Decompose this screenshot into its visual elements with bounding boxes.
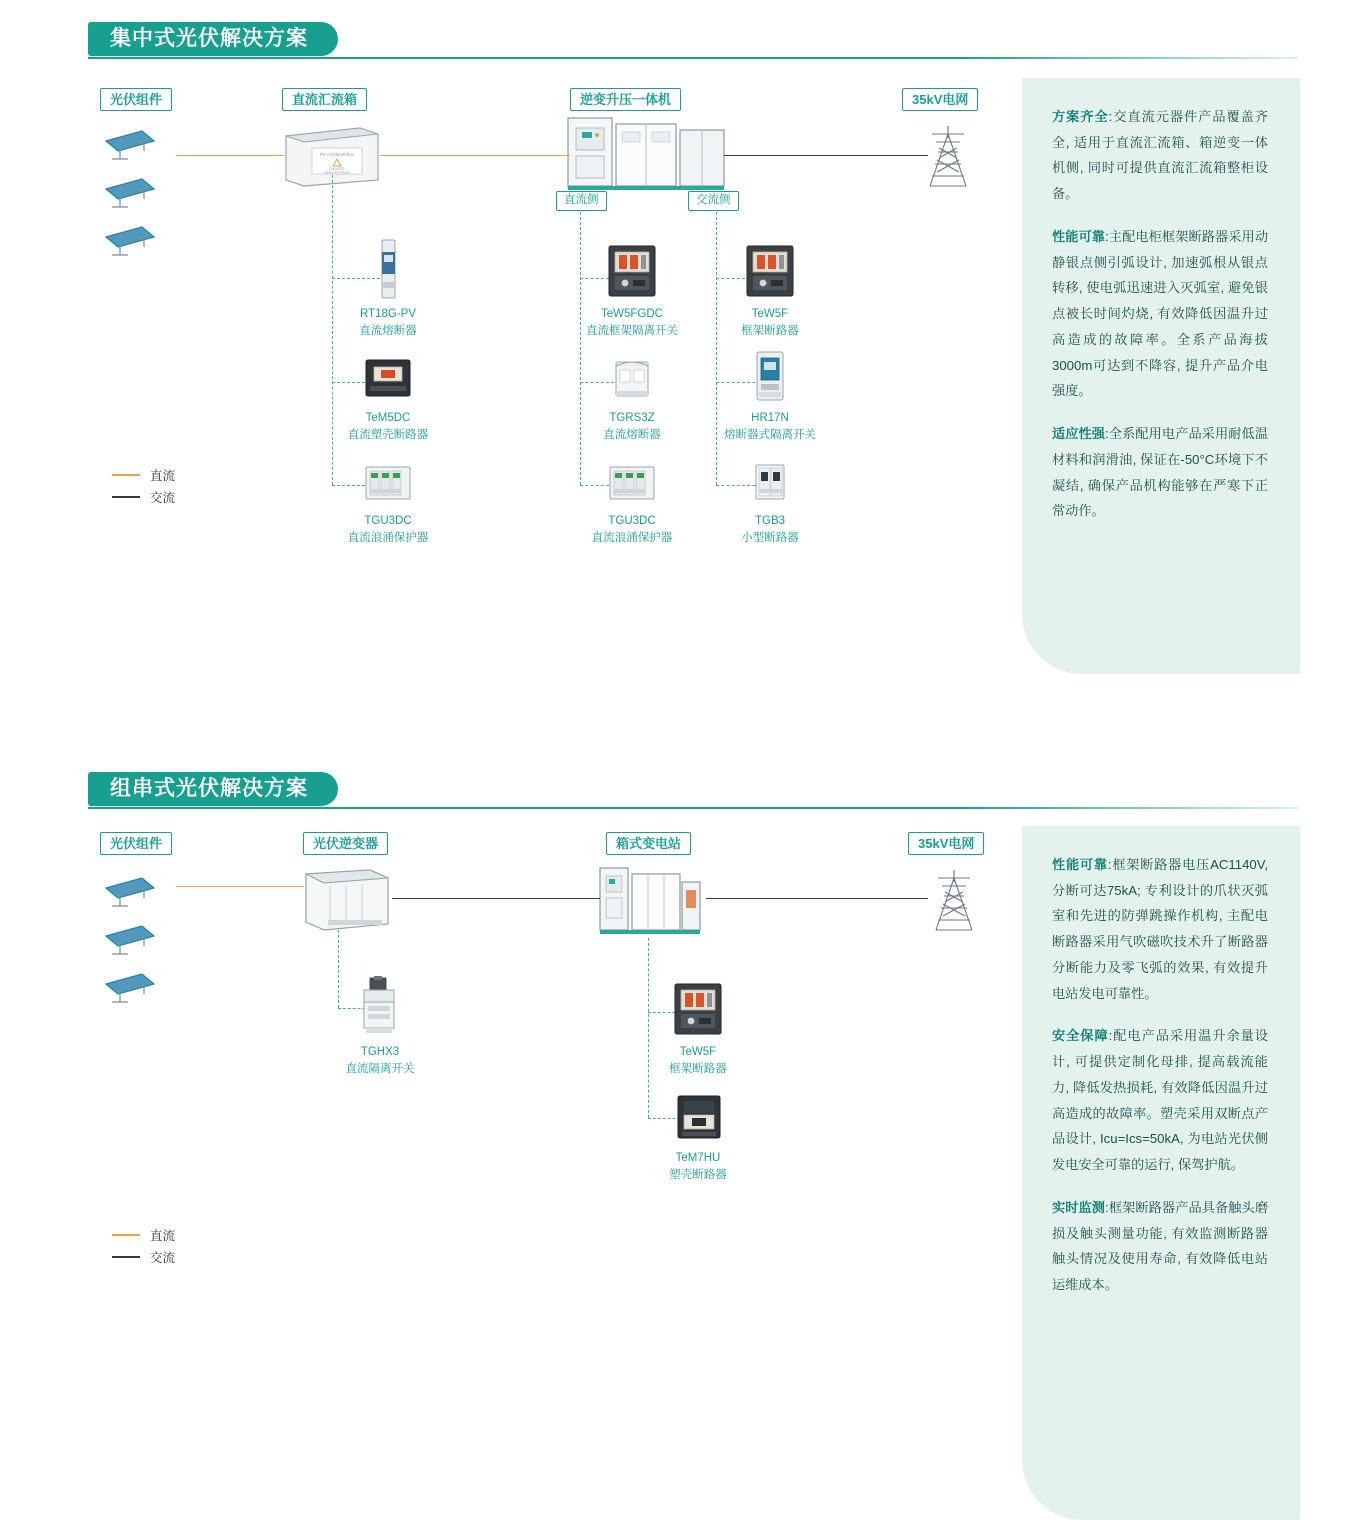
air-circuit-breaker-icon bbox=[628, 976, 768, 1038]
stage-label-combiner-box: 直流汇流箱 bbox=[282, 88, 367, 111]
section-2-banner bbox=[88, 770, 1298, 808]
component-tew5fgdc bbox=[562, 238, 702, 339]
component-model: TGHX3 bbox=[360, 1046, 400, 1058]
panel-2-para-1 bbox=[1052, 852, 1268, 1006]
transmission-tower-icon-2 bbox=[926, 868, 982, 932]
legend-label-dc-2: 直流 bbox=[150, 1229, 176, 1243]
component-model: TGU3DC bbox=[364, 515, 412, 527]
panel-2-head-2: 安全保障 bbox=[1052, 1028, 1109, 1044]
component-tgb3 bbox=[700, 445, 840, 546]
component-tgu3dc-2 bbox=[562, 445, 702, 546]
section-2-rule bbox=[88, 807, 1298, 809]
stage-label-pv-inverter: 光伏逆变器 bbox=[303, 832, 388, 855]
stage-label-pv-module-1: 光伏组件 bbox=[100, 88, 172, 111]
component-desc: 直流熔断器 bbox=[603, 428, 661, 441]
panel-2-body-2: :配电产品采用温升余量设计, 可提供定制化母排, 提高载流能力, 降低发热损耗, 有效降低因温升过高造成的故障率。塑壳采用双断点产品设计, Icu=Ics=50kA, 为电站光伏侧发电安全可靠的运行, 保驾护航。 bbox=[1052, 1028, 1268, 1173]
legend-swatch-dc bbox=[112, 474, 140, 476]
component-model: TGRS3Z bbox=[609, 412, 655, 424]
ac-line-segment-2 bbox=[392, 898, 600, 899]
component-tghx3 bbox=[310, 976, 450, 1077]
stage-label-grid-2: 35kV电网 bbox=[908, 832, 984, 855]
box-substation-icon bbox=[596, 858, 706, 938]
pv-array-icon-1 bbox=[100, 125, 190, 275]
info-panel-2 bbox=[1022, 826, 1300, 1520]
panel-2-para-3 bbox=[1052, 1195, 1268, 1298]
component-model: HR17N bbox=[751, 412, 789, 424]
panel-2-para-2 bbox=[1052, 1023, 1268, 1177]
component-desc: 小型断路器 bbox=[741, 531, 799, 544]
pv-array-icon-2 bbox=[100, 872, 190, 1022]
section-1-rule bbox=[88, 57, 1298, 59]
ac-line-segment-3 bbox=[706, 898, 928, 899]
component-rt18g-pv bbox=[318, 238, 458, 339]
svg-text:PV combiner box: PV combiner box bbox=[319, 152, 355, 157]
legend-row-dc bbox=[112, 464, 175, 486]
panel-2-head-3: 实时监测 bbox=[1052, 1199, 1106, 1215]
side-label-ac: 交流侧 bbox=[688, 191, 739, 211]
svg-text:HIGH VOLTAGE: HIGH VOLTAGE bbox=[324, 170, 350, 175]
section-1-banner bbox=[88, 20, 1298, 58]
dc-line-segment-1 bbox=[176, 155, 284, 156]
panel-2-head-1: 性能可靠 bbox=[1052, 857, 1108, 872]
rotary-isolator-icon bbox=[310, 976, 450, 1038]
surge-protector-icon bbox=[318, 445, 458, 507]
stage-label-pv-module-2: 光伏组件 bbox=[100, 832, 172, 855]
component-desc: 直流浪涌保护器 bbox=[347, 531, 429, 544]
string-inverter-icon bbox=[300, 866, 394, 938]
component-model: RT18G-PV bbox=[359, 308, 417, 320]
inverter-booster-station-icon bbox=[566, 112, 756, 190]
component-tew5f-2 bbox=[628, 976, 768, 1077]
panel-1-body-2: :主配电柜框架断路器采用动静银点侧引弧设计, 加速弧根从银点转移, 使电弧迅速进入灭弧室, 避免银点被长时间灼烧, 有效降低因温升过高造成的故障率。全系产品海拔3000m可达到不降容, 提升产品介电强度。 bbox=[1052, 228, 1269, 399]
legend-row-ac-2 bbox=[112, 1246, 175, 1268]
panel-1-head-3: 适应性强 bbox=[1052, 426, 1106, 442]
fuse-switch-disconnector-icon bbox=[700, 342, 840, 404]
component-tew5f bbox=[700, 238, 840, 339]
panel-1-head-2: 性能可靠 bbox=[1052, 228, 1106, 244]
miniature-breaker-icon bbox=[700, 445, 840, 507]
component-model: TGB3 bbox=[754, 515, 786, 527]
side-label-dc: 直流侧 bbox=[556, 191, 607, 211]
component-model: TeM7HU bbox=[675, 1152, 721, 1164]
panel-2-body-1: :框架断路器电压AC1140V, 分断可达75kA; 专利设计的爪状灭弧室和先进的防弹跳操作机构, 主配电断路器采用气吹磁吹技术升了断路器分断能力及零飞弧的效果, 有效提升电站发电可靠性。 bbox=[1052, 857, 1269, 1001]
panel-1-para-2 bbox=[1052, 224, 1268, 404]
panel-1-para-1 bbox=[1052, 104, 1268, 207]
transmission-tower-icon-1 bbox=[920, 124, 976, 188]
component-model: TGU3DC bbox=[608, 515, 656, 527]
component-desc: 框架断路器 bbox=[741, 324, 799, 337]
component-model: TeM5DC bbox=[365, 412, 411, 424]
molded-case-breaker-icon bbox=[628, 1082, 768, 1144]
fuse-holder-icon bbox=[318, 238, 458, 300]
ac-line-segment-1 bbox=[724, 155, 928, 156]
component-desc: 直流浪涌保护器 bbox=[591, 531, 673, 544]
molded-case-breaker-icon bbox=[318, 342, 458, 404]
component-model: TeW5FGDC bbox=[601, 308, 663, 320]
component-tgu3dc bbox=[318, 445, 458, 546]
stage-label-substation: 箱式变电站 bbox=[606, 832, 691, 855]
legend-swatch-dc bbox=[112, 1234, 140, 1236]
stage-label-grid-1: 35kV电网 bbox=[902, 88, 978, 111]
svg-text:DANGER: DANGER bbox=[329, 167, 345, 171]
legend-label-ac-2: 交流 bbox=[150, 1251, 176, 1265]
panel-1-body-3: :全系配用电产品采用耐低温材料和润滑油, 保证在-50°C环境下不凝结, 确保产品机构能够在严寒下正常动作。 bbox=[1052, 426, 1269, 519]
component-desc: 直流隔离开关 bbox=[345, 1062, 415, 1075]
component-desc: 熔断器式隔离开关 bbox=[724, 428, 816, 441]
air-circuit-breaker-icon bbox=[700, 238, 840, 300]
component-tgrs3z bbox=[562, 342, 702, 443]
component-desc: 直流框架隔离开关 bbox=[586, 324, 678, 337]
component-tem5dc bbox=[318, 342, 458, 443]
component-desc: 框架断路器 bbox=[669, 1062, 727, 1075]
component-model: TeW5F bbox=[751, 308, 789, 320]
section-1-title: 集中式光伏解决方案 bbox=[88, 22, 338, 56]
air-circuit-breaker-icon bbox=[562, 238, 702, 300]
legend-label-ac: 交流 bbox=[150, 491, 176, 505]
dc-line-segment-2 bbox=[380, 155, 570, 156]
surge-protector-icon bbox=[562, 445, 702, 507]
legend-2 bbox=[112, 1224, 175, 1268]
section-2-title: 组串式光伏解决方案 bbox=[88, 772, 338, 806]
component-desc: 直流塑壳断路器 bbox=[347, 428, 429, 441]
component-desc: 直流熔断器 bbox=[359, 324, 417, 337]
legend-1 bbox=[112, 464, 175, 508]
component-desc: 塑壳断路器 bbox=[669, 1168, 727, 1181]
panel-2-body-3: :框架断路器产品具备触头磨损及触头测量功能, 有效监测断路器触头情况及使用寿命, 有效降低电站运维成本。 bbox=[1052, 1199, 1269, 1293]
panel-1-head-1: 方案齐全 bbox=[1052, 109, 1109, 124]
legend-label-dc: 直流 bbox=[150, 469, 176, 483]
panel-1-body-1: :交直流元器件产品覆盖齐全, 适用于直流汇流箱、箱逆变一体机侧, 同时可提供直流汇流箱整柜设备。 bbox=[1052, 109, 1268, 202]
stage-label-inverter-booster: 逆变升压一体机 bbox=[570, 88, 681, 111]
dc-line-segment-3 bbox=[176, 886, 304, 887]
info-panel-1 bbox=[1022, 78, 1300, 674]
component-model: TeW5F bbox=[679, 1046, 717, 1058]
legend-row-dc-2 bbox=[112, 1224, 175, 1246]
legend-swatch-ac bbox=[112, 496, 140, 498]
legend-row-ac bbox=[112, 486, 175, 508]
panel-1-para-3 bbox=[1052, 421, 1268, 524]
legend-swatch-ac bbox=[112, 1256, 140, 1258]
component-tem7hu bbox=[628, 1082, 768, 1183]
cylindrical-fuse-icon bbox=[562, 342, 702, 404]
component-hr17n bbox=[700, 342, 840, 443]
